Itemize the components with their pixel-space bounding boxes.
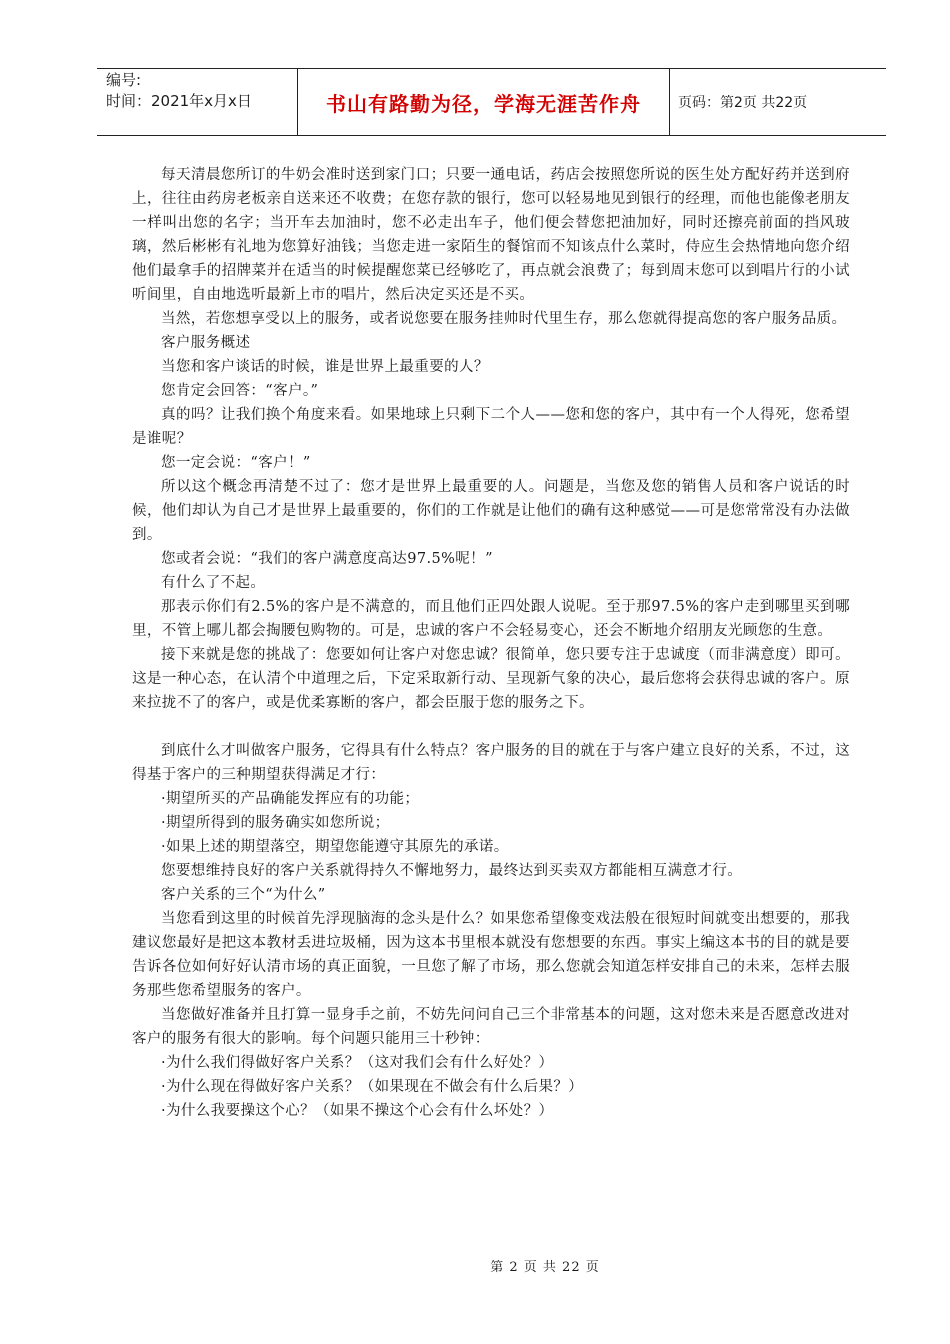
document-time-label: 时间：2021年x月x日 — [106, 92, 252, 110]
header-motto: 书山有路勤为径，学海无涯苦作舟 — [297, 69, 670, 135]
paragraph: 您肯定会回答：“客户。” — [161, 383, 319, 399]
paragraph: 每天清晨您所订的牛奶会准时送到家门口；只要一通电话，药店会按照您所说的医生处方配好药并送到府上，往往由药房老板亲自送来还不收费；在您存款的银行，您可以轻易地见到银行的经理，而他也能像老朋友一样叫出您的名字；当开车去加油时，您不必走出车子，他们便会替您把油加好，同时还擦亮前面的挡风玻璃，然后彬彬有礼地为您算好油钱；当您走进一家陌生的餐馆而不知该点什么菜时，侍应生会热情地向您介绍他们最拿手的招牌菜并在适当的时候提醒您菜已经够吃了，再点就会浪费了；每到周末您可以到唱片行的小试听间里，自由地选听最新上市的唱片，然后决定买还是不买。 — [132, 167, 850, 303]
section-heading: 客户服务概述 — [161, 335, 251, 351]
paragraph: 当然，若您想享受以上的服务，或者说您要在服务挂帅时代里生存，那么您就得提高您的客户服务品质。 — [161, 311, 847, 327]
list-item: ·为什么我们得做好客户关系？（这对我们会有什么好处？） — [161, 1055, 554, 1071]
section-heading: 客户关系的三个“为什么” — [161, 887, 326, 903]
list-item: ·为什么我要操这个心？（如果不操这个心会有什么坏处？） — [161, 1103, 554, 1119]
paragraph: 真的吗？让我们换个角度来看。如果地球上只剩下二个人——您和您的客户，其中有一个人得死，您希望是谁呢？ — [132, 407, 850, 447]
paragraph: 那表示你们有2.5%的客户是不满意的，而且他们正四处跟人说呢。至于那97.5%的客户走到哪里买到哪里，不管上哪儿都会掏腰包购物的。可是，忠诚的客户不会轻易变心，还会不断地介绍朋友光顾您的生意。 — [132, 599, 850, 639]
paragraph: 有什么了不起。 — [161, 575, 266, 591]
list-item: ·期望所买的产品确能发挥应有的功能； — [161, 791, 420, 807]
list-item: ·为什么现在得做好客户关系？（如果现在不做会有什么后果？） — [161, 1079, 584, 1095]
paragraph: 接下来就是您的挑战了：您要如何让客户对您忠诚？很简单，您只要专注于忠诚度（而非满意度）即可。这是一种心态，在认清个中道理之后，下定采取新行动、呈现新气象的决心，最后您将会获得忠诚的客户。原来拉拢不了的客户，或是优柔寡断的客户，都会臣服于您的服务之下。 — [132, 647, 850, 711]
document-body — [132, 163, 850, 1123]
header-meta — [97, 69, 297, 135]
page-footer: 第 2 页 共 22 页 — [490, 1260, 600, 1275]
paragraph: 到底什么才叫做客户服务，它得具有什么特点？客户服务的目的就在于与客户建立良好的关系，不过，这得基于客户的三种期望获得满足才行： — [132, 743, 850, 783]
document-number-label: 编号: — [106, 71, 142, 89]
page-header — [97, 68, 886, 136]
list-item: ·如果上述的期望落空，期望您能遵守其原先的承诺。 — [161, 839, 509, 855]
paragraph: 您要想维持良好的客户关系就得持久不懈地努力，最终达到买卖双方都能相互满意才行。 — [161, 863, 743, 879]
list-item: ·期望所得到的服务确实如您所说； — [161, 815, 390, 831]
paragraph: 您一定会说：“客户！” — [161, 455, 311, 471]
paragraph: 当您和客户谈话的时候，谁是世界上最重要的人？ — [161, 359, 489, 375]
paragraph: 当您看到这里的时候首先浮现脑海的念头是什么？如果您希望像变戏法般在很短时间就变出想要的，那我建议您最好是把这本教材丢进垃圾桶，因为这本书里根本就没有您想要的东西。事实上编这本书的目的就是要告诉各位如何好好认清市场的真正面貌，一旦您了解了市场，那么您就会知道怎样安排自己的未来，怎样去服务那些您希望服务的客户。 — [132, 911, 850, 999]
paragraph: 所以这个概念再清楚不过了：您才是世界上最重要的人。问题是，当您及您的销售人员和客户说话的时候，他们却认为自己才是世界上最重要的，你们的工作就是让他们的确有这种感觉——可是您常常没有办法做到。 — [132, 479, 850, 543]
paragraph: 您或者会说：“我们的客户满意度高达97.5%呢！” — [161, 551, 493, 567]
header-page-info: 页码：第2页 共22页 — [678, 95, 808, 111]
paragraph: 当您做好准备并且打算一显身手之前，不妨先问问自己三个非常基本的问题，这对您未来是否愿意改进对客户的服务有很大的影响。每个问题只能用三十秒钟： — [132, 1007, 850, 1047]
